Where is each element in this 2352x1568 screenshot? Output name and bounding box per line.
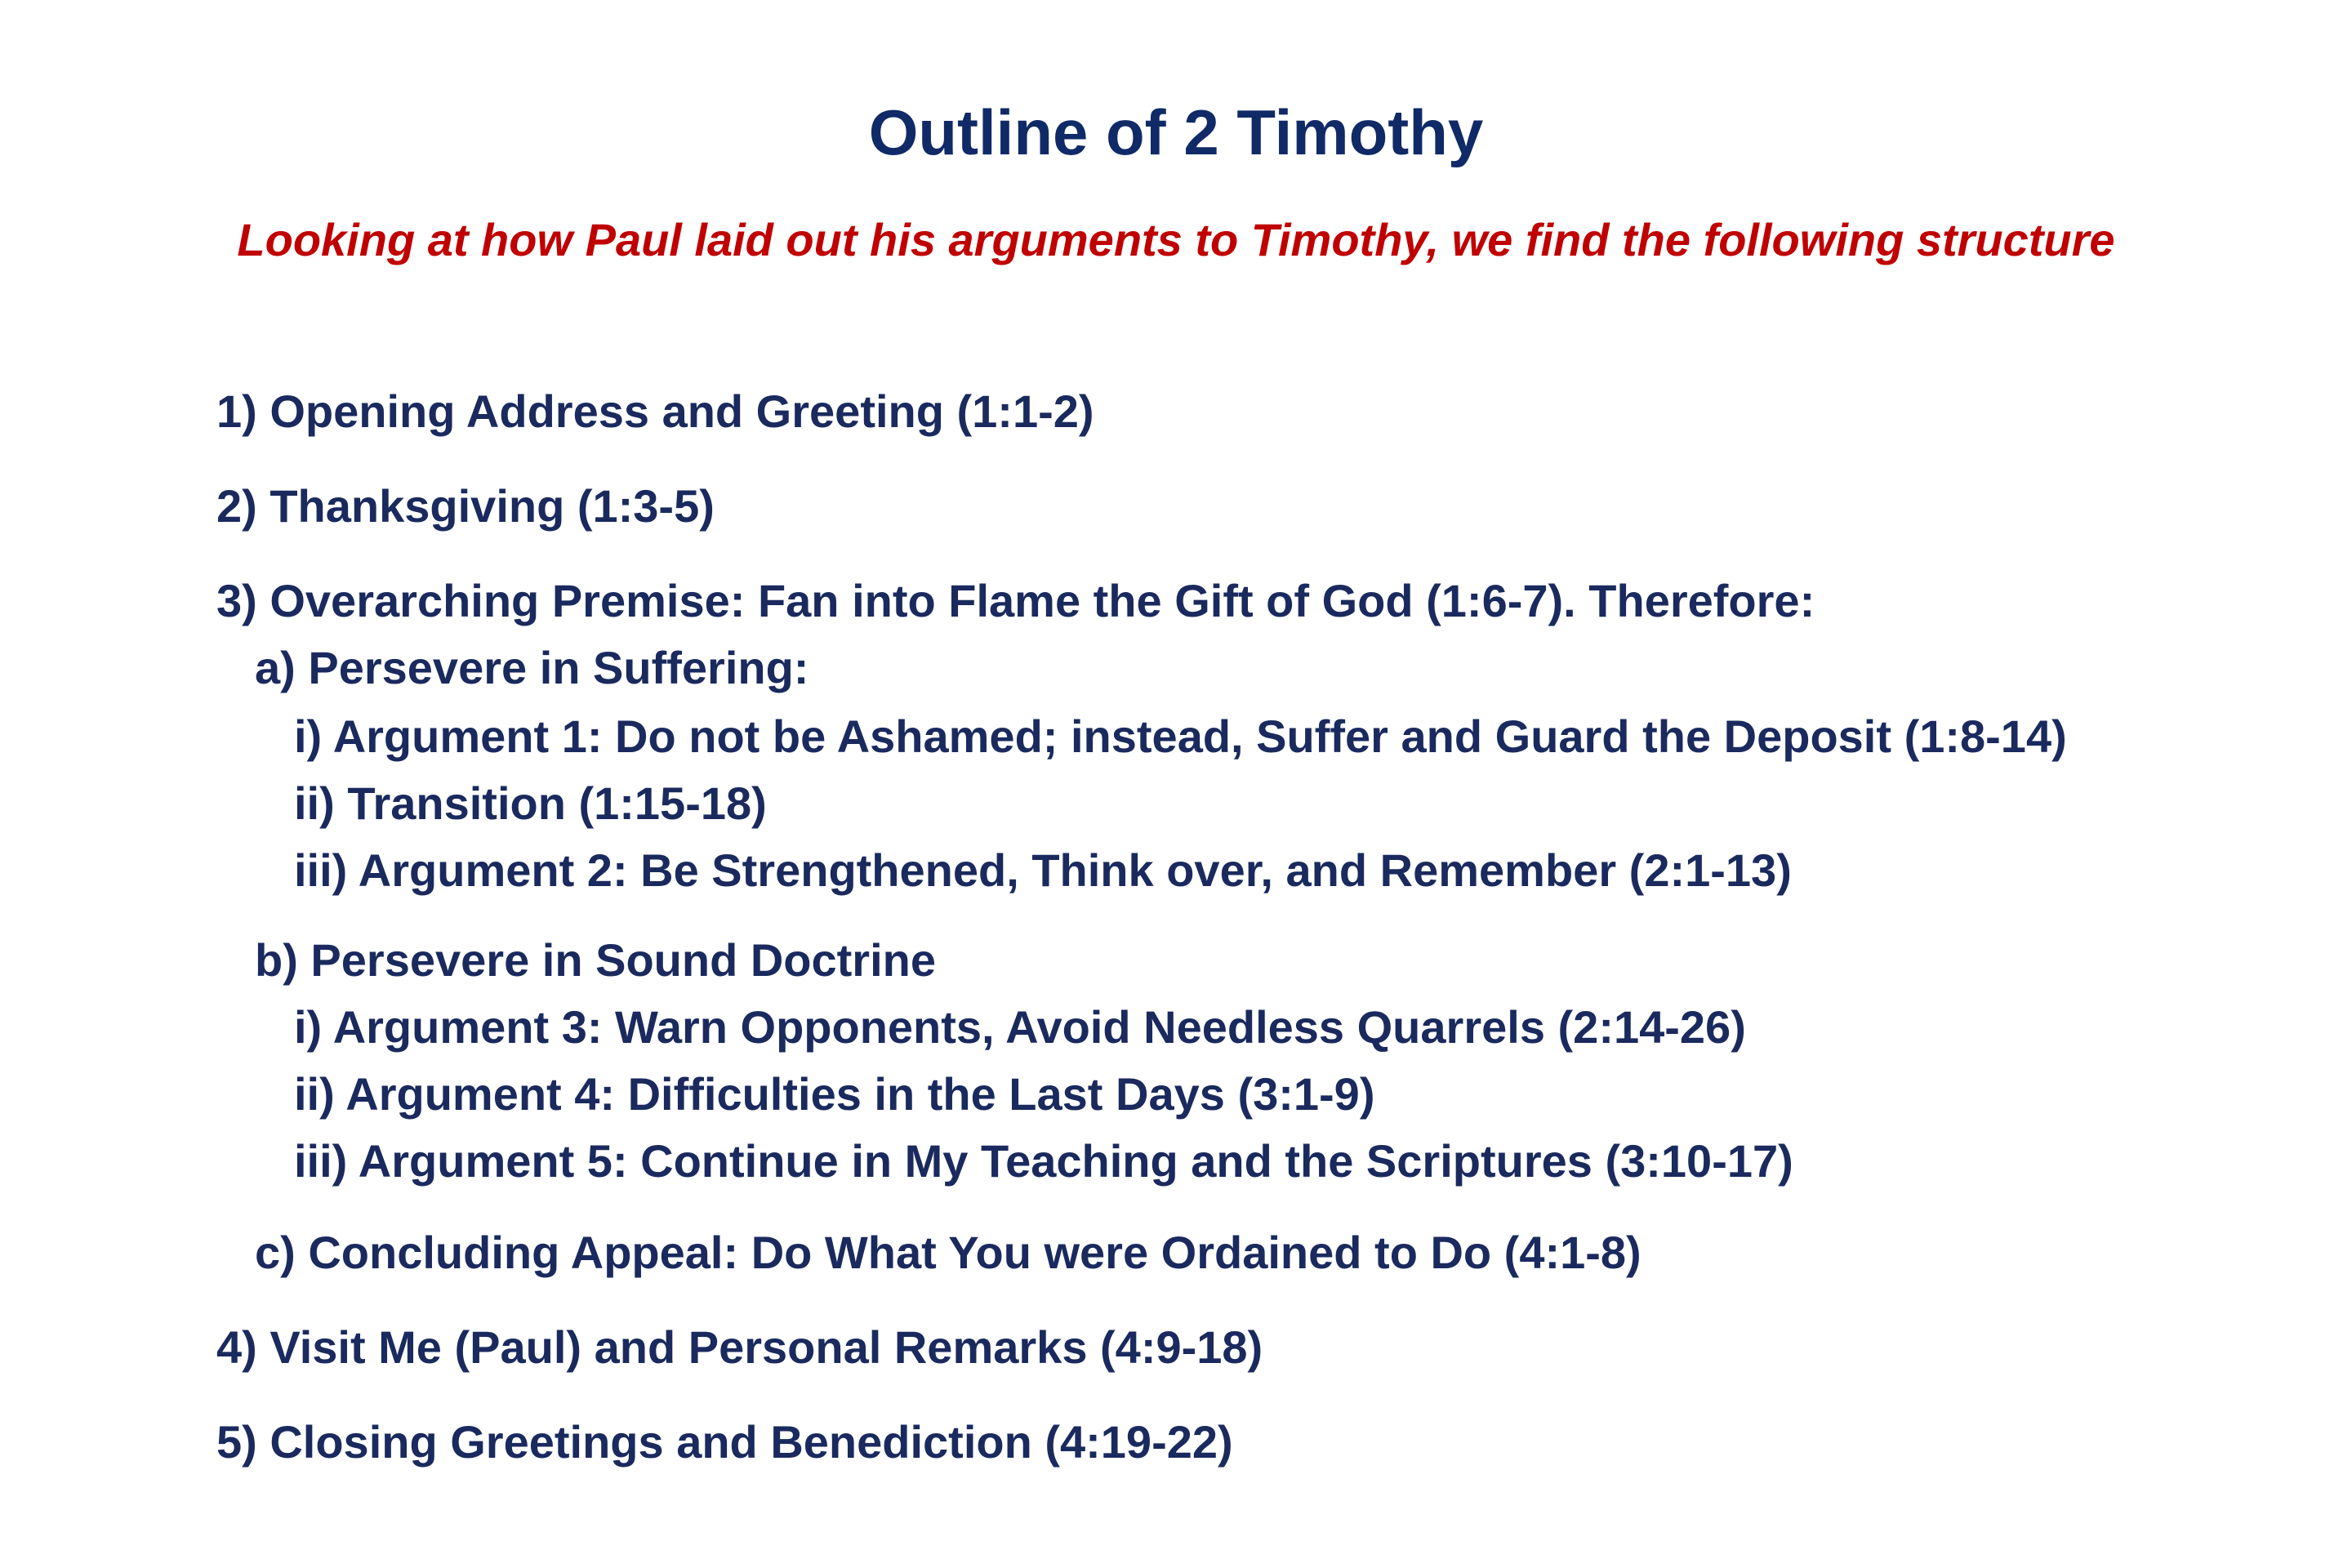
outline-item-4: 4) Visit Me (Paul) and Personal Remarks (4:9-18): [216, 1321, 1263, 1373]
outline-item-3a: a) Persevere in Suffering:: [255, 642, 809, 693]
outline-item-3c: c) Concluding Appeal: Do What You were Ordained to Do (4:1-8): [255, 1227, 1642, 1278]
outline-item-3a-iii: iii) Argument 2: Be Strengthened, Think over, and Remember (2:1-13): [294, 844, 1792, 896]
slide-subtitle: Looking at how Paul laid out his arguments to Timothy, we find the following structure: [237, 214, 2115, 265]
outline-item-2: 2) Thanksgiving (1:3-5): [216, 480, 715, 532]
slide-title: Outline of 2 Timothy: [868, 96, 1484, 168]
outline-item-3a-ii: ii) Transition (1:15-18): [294, 777, 767, 829]
outline-item-5: 5) Closing Greetings and Benediction (4:19-22): [216, 1416, 1233, 1468]
outline-item-3a-i: i) Argument 1: Do not be Ashamed; instead, Suffer and Guard the Deposit (1:8-14): [294, 710, 2067, 762]
outline-item-3b-ii: ii) Argument 4: Difficulties in the Last Days (3:1-9): [294, 1068, 1375, 1120]
outline-item-1: 1) Opening Address and Greeting (1:1-2): [216, 385, 1094, 437]
outline-item-3: 3) Overarching Premise: Fan into Flame the Gift of God (1:6-7). Therefore:: [216, 575, 1815, 626]
outline-item-3b-iii: iii) Argument 5: Continue in My Teaching and the Scriptures (3:10-17): [294, 1135, 1793, 1187]
outline-item-3b-i: i) Argument 3: Warn Opponents, Avoid Needless Quarrels (2:14-26): [294, 1001, 1746, 1053]
outline-item-3b: b) Persevere in Sound Doctrine: [255, 934, 936, 986]
